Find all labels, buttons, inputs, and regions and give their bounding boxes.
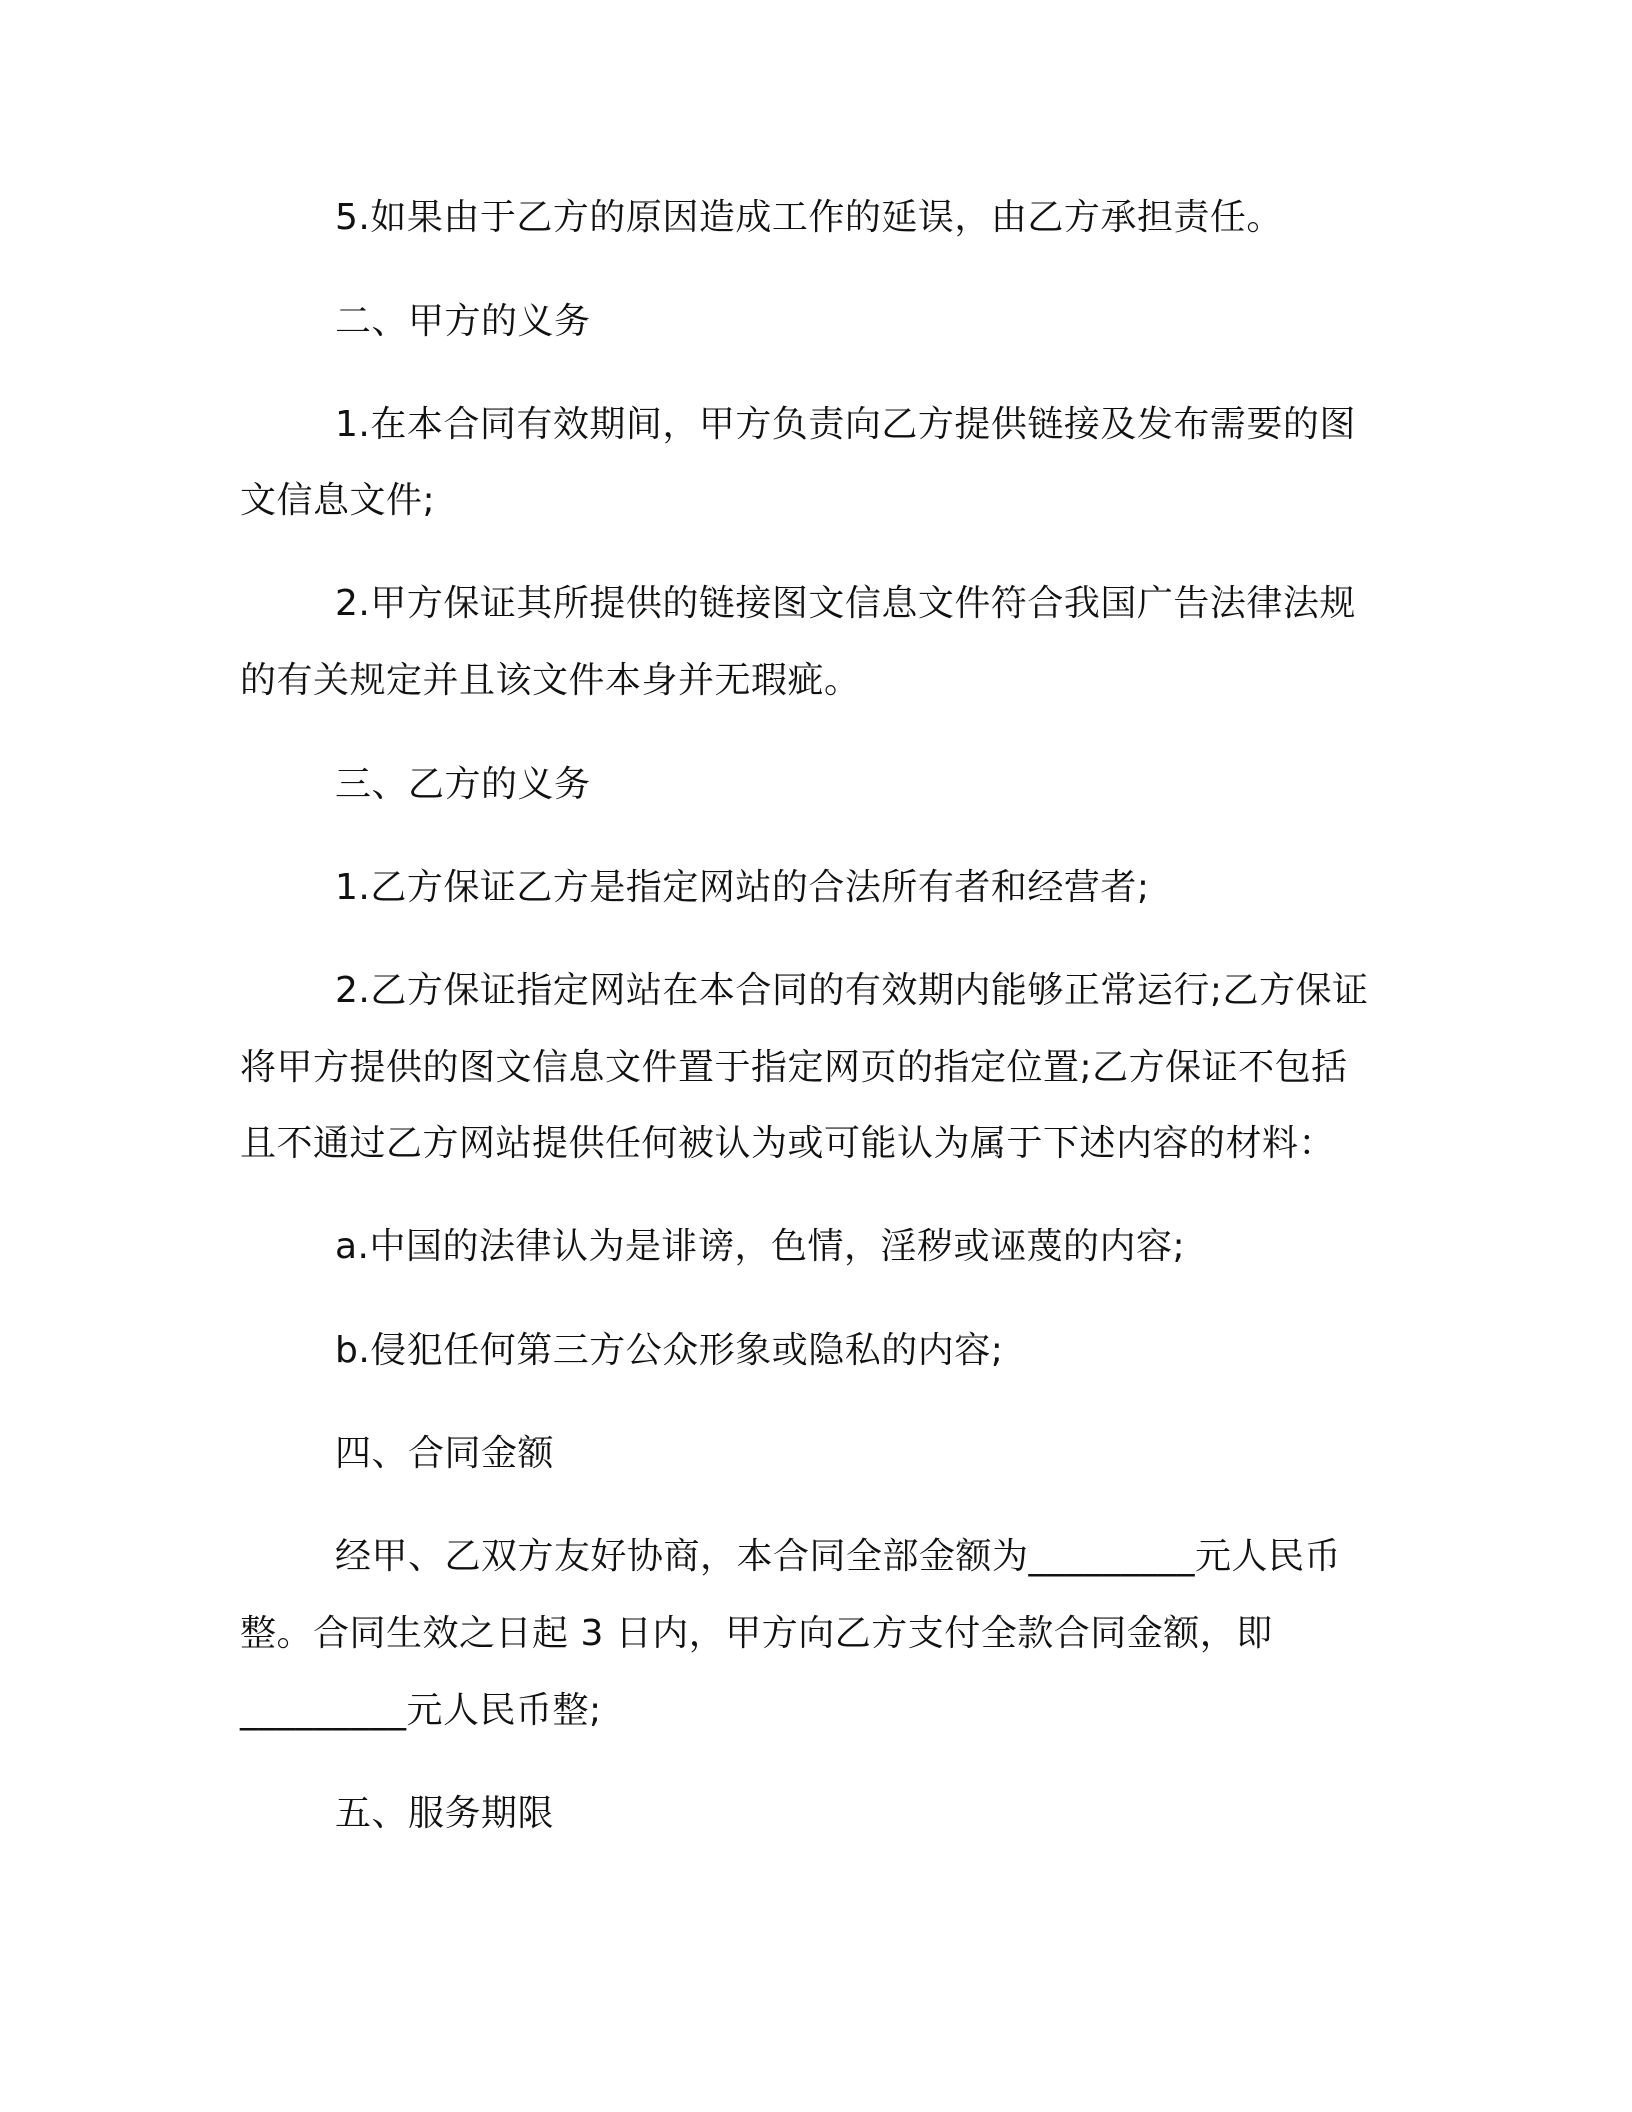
heading-party-b-obligations: 三、乙方的义务	[335, 764, 591, 805]
clause-1-5: 5.如果由于乙方的原因造成工作的延误，由乙方承担责任。	[335, 197, 1283, 238]
party-a-item-1-line-1: 1.在本合同有效期间，甲方负责向乙方提供链接及发布需要的图	[335, 404, 1356, 445]
party-b-item-1: 1.乙方保证乙方是指定网站的合法所有者和经营者;	[335, 867, 1150, 908]
heading-service-period: 五、服务期限	[335, 1793, 555, 1834]
party-b-item-2-line-2: 将甲方提供的图文信息文件置于指定网页的指定位置;乙方保证不包括	[240, 1047, 1348, 1088]
party-b-item-2-line-3: 且不通过乙方网站提供任何被认为或可能认为属于下述内容的材料：	[240, 1123, 1336, 1164]
party-b-item-a: a.中国的法律认为是诽谤，色情，淫秽或诬蔑的内容;	[335, 1226, 1186, 1267]
party-a-item-2-line-2: 的有关规定并且该文件本身并无瑕疵。	[240, 660, 861, 701]
amount-line-3: _________元人民币整;	[240, 1690, 602, 1731]
party-a-item-2-line-1: 2.甲方保证其所提供的链接图文信息文件符合我国广告法律法规	[335, 583, 1356, 624]
party-b-item-2-line-1: 2.乙方保证指定网站在本合同的有效期内能够正常运行;乙方保证	[335, 970, 1369, 1011]
party-a-item-1-line-2: 文信息文件;	[240, 480, 436, 521]
heading-contract-amount: 四、合同金额	[335, 1433, 555, 1474]
amount-line-2: 整。合同生效之日起 3 日内，甲方向乙方支付全款合同金额，即	[240, 1613, 1273, 1654]
heading-party-a-obligations: 二、甲方的义务	[335, 301, 591, 342]
amount-line-1: 经甲、乙双方友好协商，本合同全部金额为_________元人民币	[335, 1536, 1342, 1577]
party-b-item-b: b.侵犯任何第三方公众形象或隐私的内容;	[335, 1330, 1004, 1371]
